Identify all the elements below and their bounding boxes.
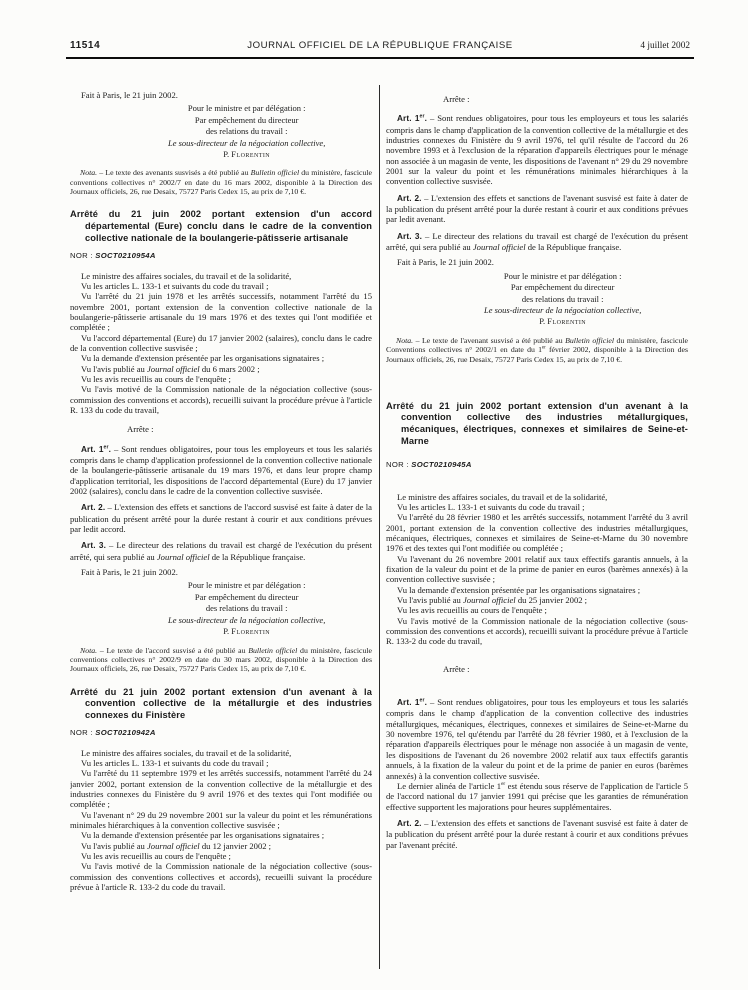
nota-paragraph: Nota. – Le texte de l'accord susvisé a été publié au Bulletin officiel du ministère, fascicule conventions collectives n° 2002/9 en date du 30 mars 2002, disponible à la Direction des Journaux officiels, 26, rue Desaix, 75727 Paris Cedex 15, au prix de 7,10 €. — [70, 645, 372, 674]
signature-line: des relations du travail : — [521, 293, 604, 304]
nor-reference-line: NOR : SOCT0210942A — [70, 728, 156, 738]
left-column — [70, 85, 372, 969]
whitespace-spacer — [386, 447, 688, 453]
paragraph: Vu l'arrêté du 28 février 1980 et les arrêtés successifs, notamment l'arrêté du 3 avril 2001, portant extension de la convention collective des industries métallurgiques, mécaniques, électriques, connexes et similaires de Seine-et-Marne du 30 novembre 1976 et des textes qui l'ont modifiée ou complétée ; — [386, 512, 688, 554]
nor-reference-line: NOR : SOCT0210954A — [70, 251, 156, 261]
paragraph: Vu l'accord départemental (Eure) du 17 janvier 2002 (salaires), conclu dans le cadre de la convention collective susvisée ; — [70, 332, 372, 353]
paragraph: Vu l'avis publié au Journal officiel du 12 janvier 2002 ; — [81, 840, 272, 851]
right-column — [386, 85, 688, 969]
paragraph: Vu la demande d'extension présentée par les organisations signataires ; — [397, 584, 641, 595]
small-caps-name: Florentin — [231, 148, 271, 159]
whitespace-spacer — [386, 364, 688, 388]
paragraph: Vu la demande d'extension présentée par les organisations signataires ; — [81, 353, 325, 364]
nor-reference-line: NOR : SOCT0210945A — [386, 460, 472, 470]
signature-line: des relations du travail : — [205, 603, 288, 614]
signature-line: P. Florentin — [223, 148, 271, 159]
nota-paragraph: Nota. – Le texte des avenants susvisés a été publié au Bulletin officiel du ministère, fascicule conventions collectives n° 2002/7 en date du 16 mars 2002, disponible à la Direction des Journaux officiels, 26, rue Desaix, 75727 Paris Cedex 15, au prix de 7,10 €. — [70, 168, 372, 197]
signature-line: P. Florentin — [223, 626, 271, 637]
journal-title: JOURNAL OFFICIEL DE LA RÉPUBLIQUE FRANÇAISE — [247, 40, 513, 51]
signature-line: P. Florentin — [539, 316, 587, 327]
dateline: Fait à Paris, le 21 juin 2002. — [81, 90, 178, 100]
nota-paragraph: Nota. – Le texte de l'avenant susvisé a été publié au Bulletin officiel du ministère, fascicule Conventions collectives n° 2002/1 en date du 1er février 2002, disponible à la Direction des Journaux officiels, 26, rue Desaix, 75727 Paris Cedex 15, au prix de 7,10 €. — [386, 335, 688, 364]
paragraph: Vu les avis recueillis au cours de l'enquête ; — [81, 373, 231, 384]
article-paragraph: Art. 1er. – Sont rendues obligatoires, pour tous les employeurs et tous les salariés compris dans le champ d'application de la convention collective de la métallurgie et des industries connexes du Finistère du 9 avril 1976, tel qu'il résulte de l'accord du 26 novembre 1993 et à l'exclusion de la réparation d'appareils électriques pour le ménage non associée à un magasin de vente, les dispositions de l'avenant n° 29 du 29 novembre 2001 sur la valeur du point et les rémunérations minimales hiérarchiques à la convention collective susvisée. — [386, 113, 688, 187]
signature-line: Par empêchement du directeur — [510, 282, 615, 293]
section-heading: Arrêté du 21 juin 2002 portant extension d'un accord départemental (Eure) conclu dans le cadre de la convention collective nationale de la boulangerie-pâtisserie artisanale — [70, 209, 372, 243]
paragraph: Vu les articles L. 133-1 et suivants du code du travail ; — [397, 501, 585, 512]
paragraph: Vu la demande d'extension présentée par les organisations signataires ; — [81, 830, 325, 841]
signature-line: Pour le ministre et par délégation : — [503, 270, 622, 281]
arrete-lead-line: Arrête : — [443, 94, 470, 104]
two-column-layout — [70, 85, 688, 969]
paragraph: Vu les articles L. 133-1 et suivants du code du travail ; — [81, 280, 269, 291]
signature-line: Le sous-directeur de la négociation collective, — [167, 137, 326, 148]
page-number: 11514 — [70, 40, 101, 51]
paragraph: Vu l'avenant n° 29 du 29 novembre 2001 sur la valeur du point et les rémunérations minimales hiérarchiques à la convention collective susvisée ; — [70, 809, 372, 831]
article-paragraph: Art. 3. – Le directeur des relations du travail est chargé de l'exécution du présent arrêté, qui sera publié au Journal officiel de la République française. — [70, 540, 372, 562]
paragraph: Vu l'arrêté du 21 juin 1978 et les arrêtés successifs, notamment l'arrêté du 15 novembre 2001, portant extension de la convention collective nationale de la boulangerie-pâtisserie artisanale du 19 mars 1976 et des textes qui l'ont modifiée et complétée ; — [70, 291, 372, 333]
signature-block — [386, 271, 688, 328]
signature-line: des relations du travail : — [205, 126, 288, 137]
paragraph: Vu l'avis publié au Journal officiel du 25 janvier 2002 ; — [397, 595, 588, 606]
arrete-lead-line: Arrête : — [443, 663, 470, 674]
signature-line: Pour le ministre et par délégation : — [187, 103, 306, 114]
article-paragraph: Art. 3. – Le directeur des relations du travail est chargé de l'exécution du présent arrêté, qui sera publié au Journal officiel de la République française. — [386, 230, 688, 253]
paragraph: Vu les avis recueillis au cours de l'enquête ; — [397, 605, 547, 616]
whitespace-spacer — [386, 647, 688, 655]
paragraph: Vu les avis recueillis au cours de l'enquête ; — [81, 851, 231, 862]
whitespace-spacer — [386, 480, 688, 492]
small-caps-name: Florentin — [231, 626, 271, 637]
paragraph: Vu l'arrêté du 11 septembre 1979 et les arrêtés successifs, notamment l'arrêté du 24 janvier 2002, portant extension de la convention collective de la métallurgie et des industries connexes du Finistère du 9 avril 1976 et des textes qui l'ont modifiée ou complétée ; — [70, 768, 372, 810]
paragraph: Le ministre des affaires sociales, du travail et de la solidarité, — [81, 270, 292, 281]
section-heading: Arrêté du 21 juin 2002 portant extension d'un avenant à la convention collective de la métallurgie et des industries connexes du Finistère — [70, 686, 372, 720]
running-head — [70, 40, 690, 51]
section-heading: Arrêté du 21 juin 2002 portant extension d'un avenant à la convention collective des industries métallurgiques, mécaniques, électriques, connexes et similaires de Seine-et-Marne — [386, 400, 688, 446]
paragraph: Vu l'avenant du 26 novembre 2001 relatif aux taux effectifs garantis annuels, à la fixation de la valeur du point et de la prime de panier en euros (barèmes annexés) à la convention collective susvisée ; — [386, 553, 688, 585]
signature-block — [70, 580, 372, 637]
article-paragraph: Art. 2. – L'extension des effets et sanctions de l'avenant susvisé est faite à dater de la publication du présent arrêté pour la durée restant à courir et aux conditions prévues par ledit avenant. — [386, 192, 688, 225]
paragraph: Vu l'avis motivé de la Commission nationale de la négociation collective (sous-commission des conventions et accords), recueilli suivant la procédure prévue à l'article R. 133 du code du travail, — [70, 384, 372, 415]
article-paragraph: Art. 2. – L'extension des effets et sanctions de l'avenant susvisé est faite à dater de la publication du présent arrêté pour la durée restant à courir et aux conditions prévues par l'avenant précité. — [386, 817, 688, 850]
article-paragraph: Art. 1er. – Sont rendues obligatoires, pour tous les employeurs et tous les salariés compris dans le champ d'application professionnel de la convention collective nationale de la boulangerie-pâtisserie artisanale du 19 mars 1976, et dans leur propre champ d'application territorial, les dispositions de l'accord départemental (Eure) du 17 janvier 2002 (salaires), conclu dans le cadre de la convention collective susvisée. — [70, 443, 372, 497]
paragraph: Le dernier alinéa de l'article 1er est étendu sous réserve de l'application de l'article 5 de l'accord national du 17 janvier 1991 qui précise que les garanties de rémunération effective supportent les majorations pour heures supplémentaires. — [386, 780, 688, 812]
paragraph: Vu les articles L. 133-1 et suivants du code du travail ; — [81, 758, 269, 768]
signature-line: Par empêchement du directeur — [194, 114, 299, 125]
paragraph: Vu l'avis motivé de la Commission nationale de la négociation collective (sous-commission des conventions collectives et accords), recueilli suivant la procédure prévue à l'article R. 133-2 du code du travail. — [70, 861, 372, 893]
signature-block — [70, 103, 372, 160]
arrete-lead-line: Arrête : — [127, 424, 154, 435]
dateline: Fait à Paris, le 21 juin 2002. — [397, 257, 494, 268]
small-caps-name: Florentin — [547, 316, 587, 327]
signature-line: Le sous-directeur de la négociation collective, — [167, 614, 326, 625]
paragraph: Vu l'avis publié au Journal officiel du 6 mars 2002 ; — [81, 363, 260, 374]
signature-line: Pour le ministre et par délégation : — [187, 580, 306, 591]
article-paragraph: Art. 2. – L'extension des effets et sanctions de l'accord susvisé est faite à dater de la publication du présent arrêté pour la durée restant à courir et aux conditions prévues par ledit accord. — [70, 502, 372, 535]
issue-date: 4 juillet 2002 — [640, 41, 690, 51]
signature-line: Le sous-directeur de la négociation collective, — [483, 305, 642, 316]
paragraph: Le ministre des affaires sociales, du travail et de la solidarité, — [397, 491, 608, 502]
signature-line: Par empêchement du directeur — [194, 591, 299, 602]
column-divider — [379, 85, 380, 969]
whitespace-spacer — [386, 683, 688, 691]
paragraph: Vu l'avis motivé de la Commission nationale de la négociation collective (sous-commission des conventions et accords), recueilli suivant la procédure prévue à l'article R. 133-2 du code du travail, — [386, 615, 688, 647]
paragraph: Le ministre des affaires sociales, du travail et de la solidarité, — [81, 747, 292, 758]
header-rule — [66, 57, 694, 59]
article-paragraph: Art. 1er. – Sont rendues obligatoires, pour tous les employeurs et tous les salariés compris dans le champ d'application de la convention collective des industries métallurgiques, mécaniques, électriques, connexes et similaires de Seine-et-Marne du 30 novembre 1976, tel qu'étendu par l'arrêté du 28 février 1980, et à l'exclusion de la réparation d'appareils électriques pour le ménage non associée à un magasin de vente, les dispositions de l'avenant du 26 novembre 2002 relatif aux taux effectifs garantis annuels, à la fixation de la valeur du point et de la prime de panier en euros (barèmes annexés) à la convention collective susvisée. — [386, 697, 688, 781]
dateline: Fait à Paris, le 21 juin 2002. — [81, 567, 178, 578]
